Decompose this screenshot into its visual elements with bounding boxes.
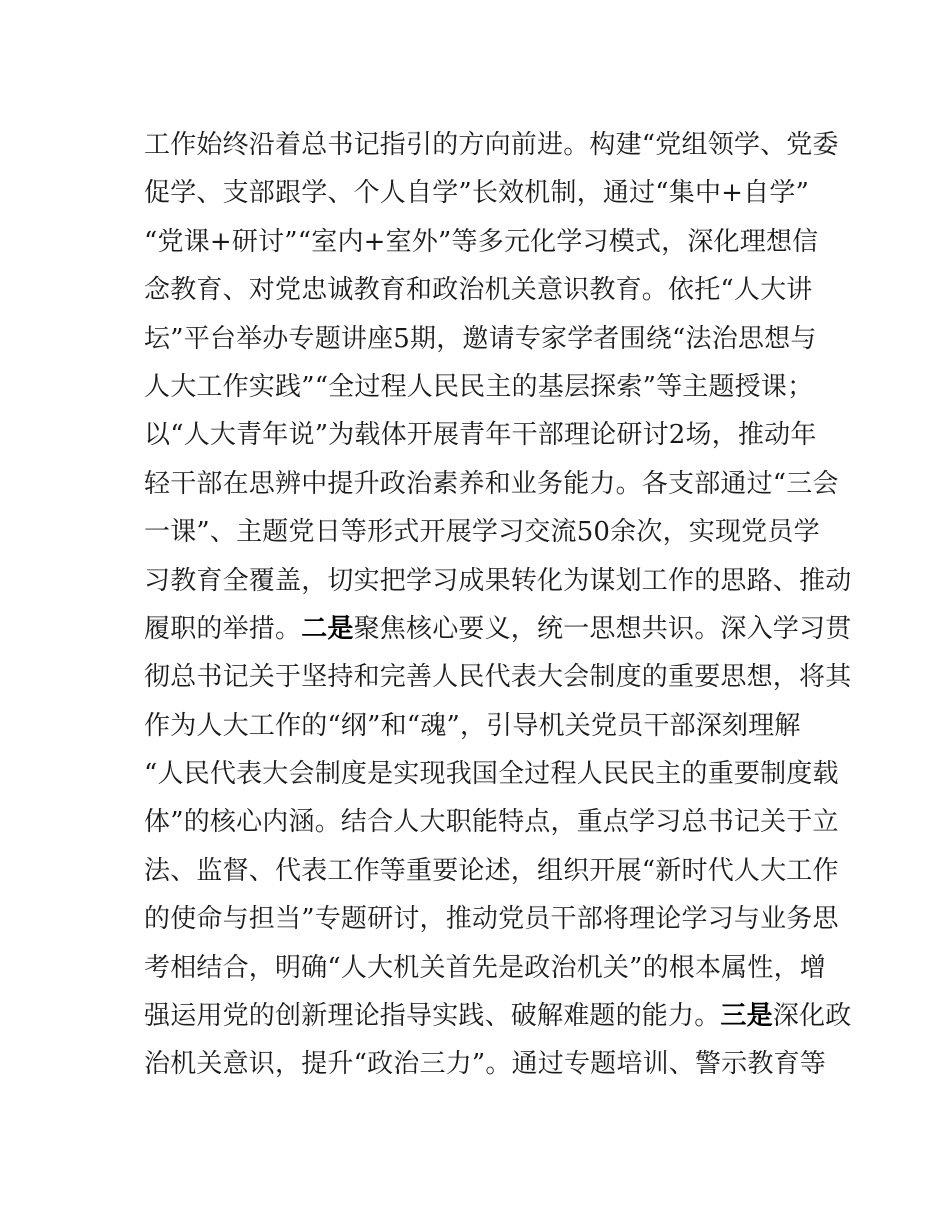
text-line: 一课”、主题党日等形式开展学习交流50余次，实现党员学 bbox=[144, 517, 820, 548]
text-line: 考相结合，明确“人大机关首先是政治机关”的根本属性，增 bbox=[144, 952, 826, 983]
text-line: 坛”平台举办专题讲座5期，邀请专家学者围绕“法治思想与 bbox=[144, 323, 817, 354]
text-line: 体”的核心内涵。结合人大职能特点，重点学习总书记关于立 bbox=[144, 807, 839, 838]
text-segment: 履职的举措。 bbox=[144, 613, 302, 644]
text-line: 工作始终沿着总书记指引的方向前进。构建“党组领学、党委 bbox=[144, 130, 839, 160]
text-line: 彻总书记关于坚持和完善人民代表大会制度的重要思想，将其 bbox=[144, 662, 852, 693]
text-line: 作为人大工作的“纲”和“魂”，引导机关党员干部深刻理解 bbox=[144, 710, 801, 741]
text-line: “党课+研讨”“室内+室外”等多元化学习模式，深化理想信 bbox=[144, 226, 819, 257]
text-segment: 强运用党的创新理论指导实践、破解难题的能力。 bbox=[144, 1001, 721, 1032]
text-line bbox=[144, 992, 852, 1040]
text-line bbox=[144, 605, 852, 653]
text-segment: 深化政 bbox=[772, 1001, 852, 1032]
text-line: 的使命与担当”专题研讨，推动党员干部将理论学习与业务思 bbox=[144, 904, 839, 935]
text-line: “人民代表大会制度是实现我国全过程人民民主的重要制度载 bbox=[144, 759, 839, 790]
bold-heading-marker: 三是 bbox=[720, 1001, 773, 1032]
text-line: 轻干部在思辨中提升政治素养和业务能力。各支部通过“三会 bbox=[144, 468, 839, 499]
text-segment: 聚焦核心要义，统一思想共识。深入学习贯 bbox=[353, 613, 852, 644]
text-line: 习教育全覆盖，切实把学习成果转化为谋划工作的思路、推动 bbox=[144, 565, 852, 596]
text-line: 念教育、对党忠诚教育和政治机关意识教育。依托“人大讲 bbox=[144, 275, 813, 306]
bold-heading-marker: 二是 bbox=[301, 613, 354, 644]
text-line: 治机关意识，提升“政治三力”。通过专题培训、警示教育等 bbox=[144, 1049, 826, 1080]
body-paragraph bbox=[144, 121, 852, 1089]
text-line: 法、监督、代表工作等重要论述，组织开展“新时代人大工作 bbox=[144, 855, 839, 886]
text-line: 促学、支部跟学、个人自学”长效机制，通过“集中+自学” bbox=[144, 178, 810, 209]
text-line: 人大工作实践”“全过程人民民主的基层探索”等主题授课； bbox=[144, 371, 814, 402]
text-line: 以“人大青年说”为载体开展青年干部理论研讨2场，推动年 bbox=[144, 420, 817, 451]
